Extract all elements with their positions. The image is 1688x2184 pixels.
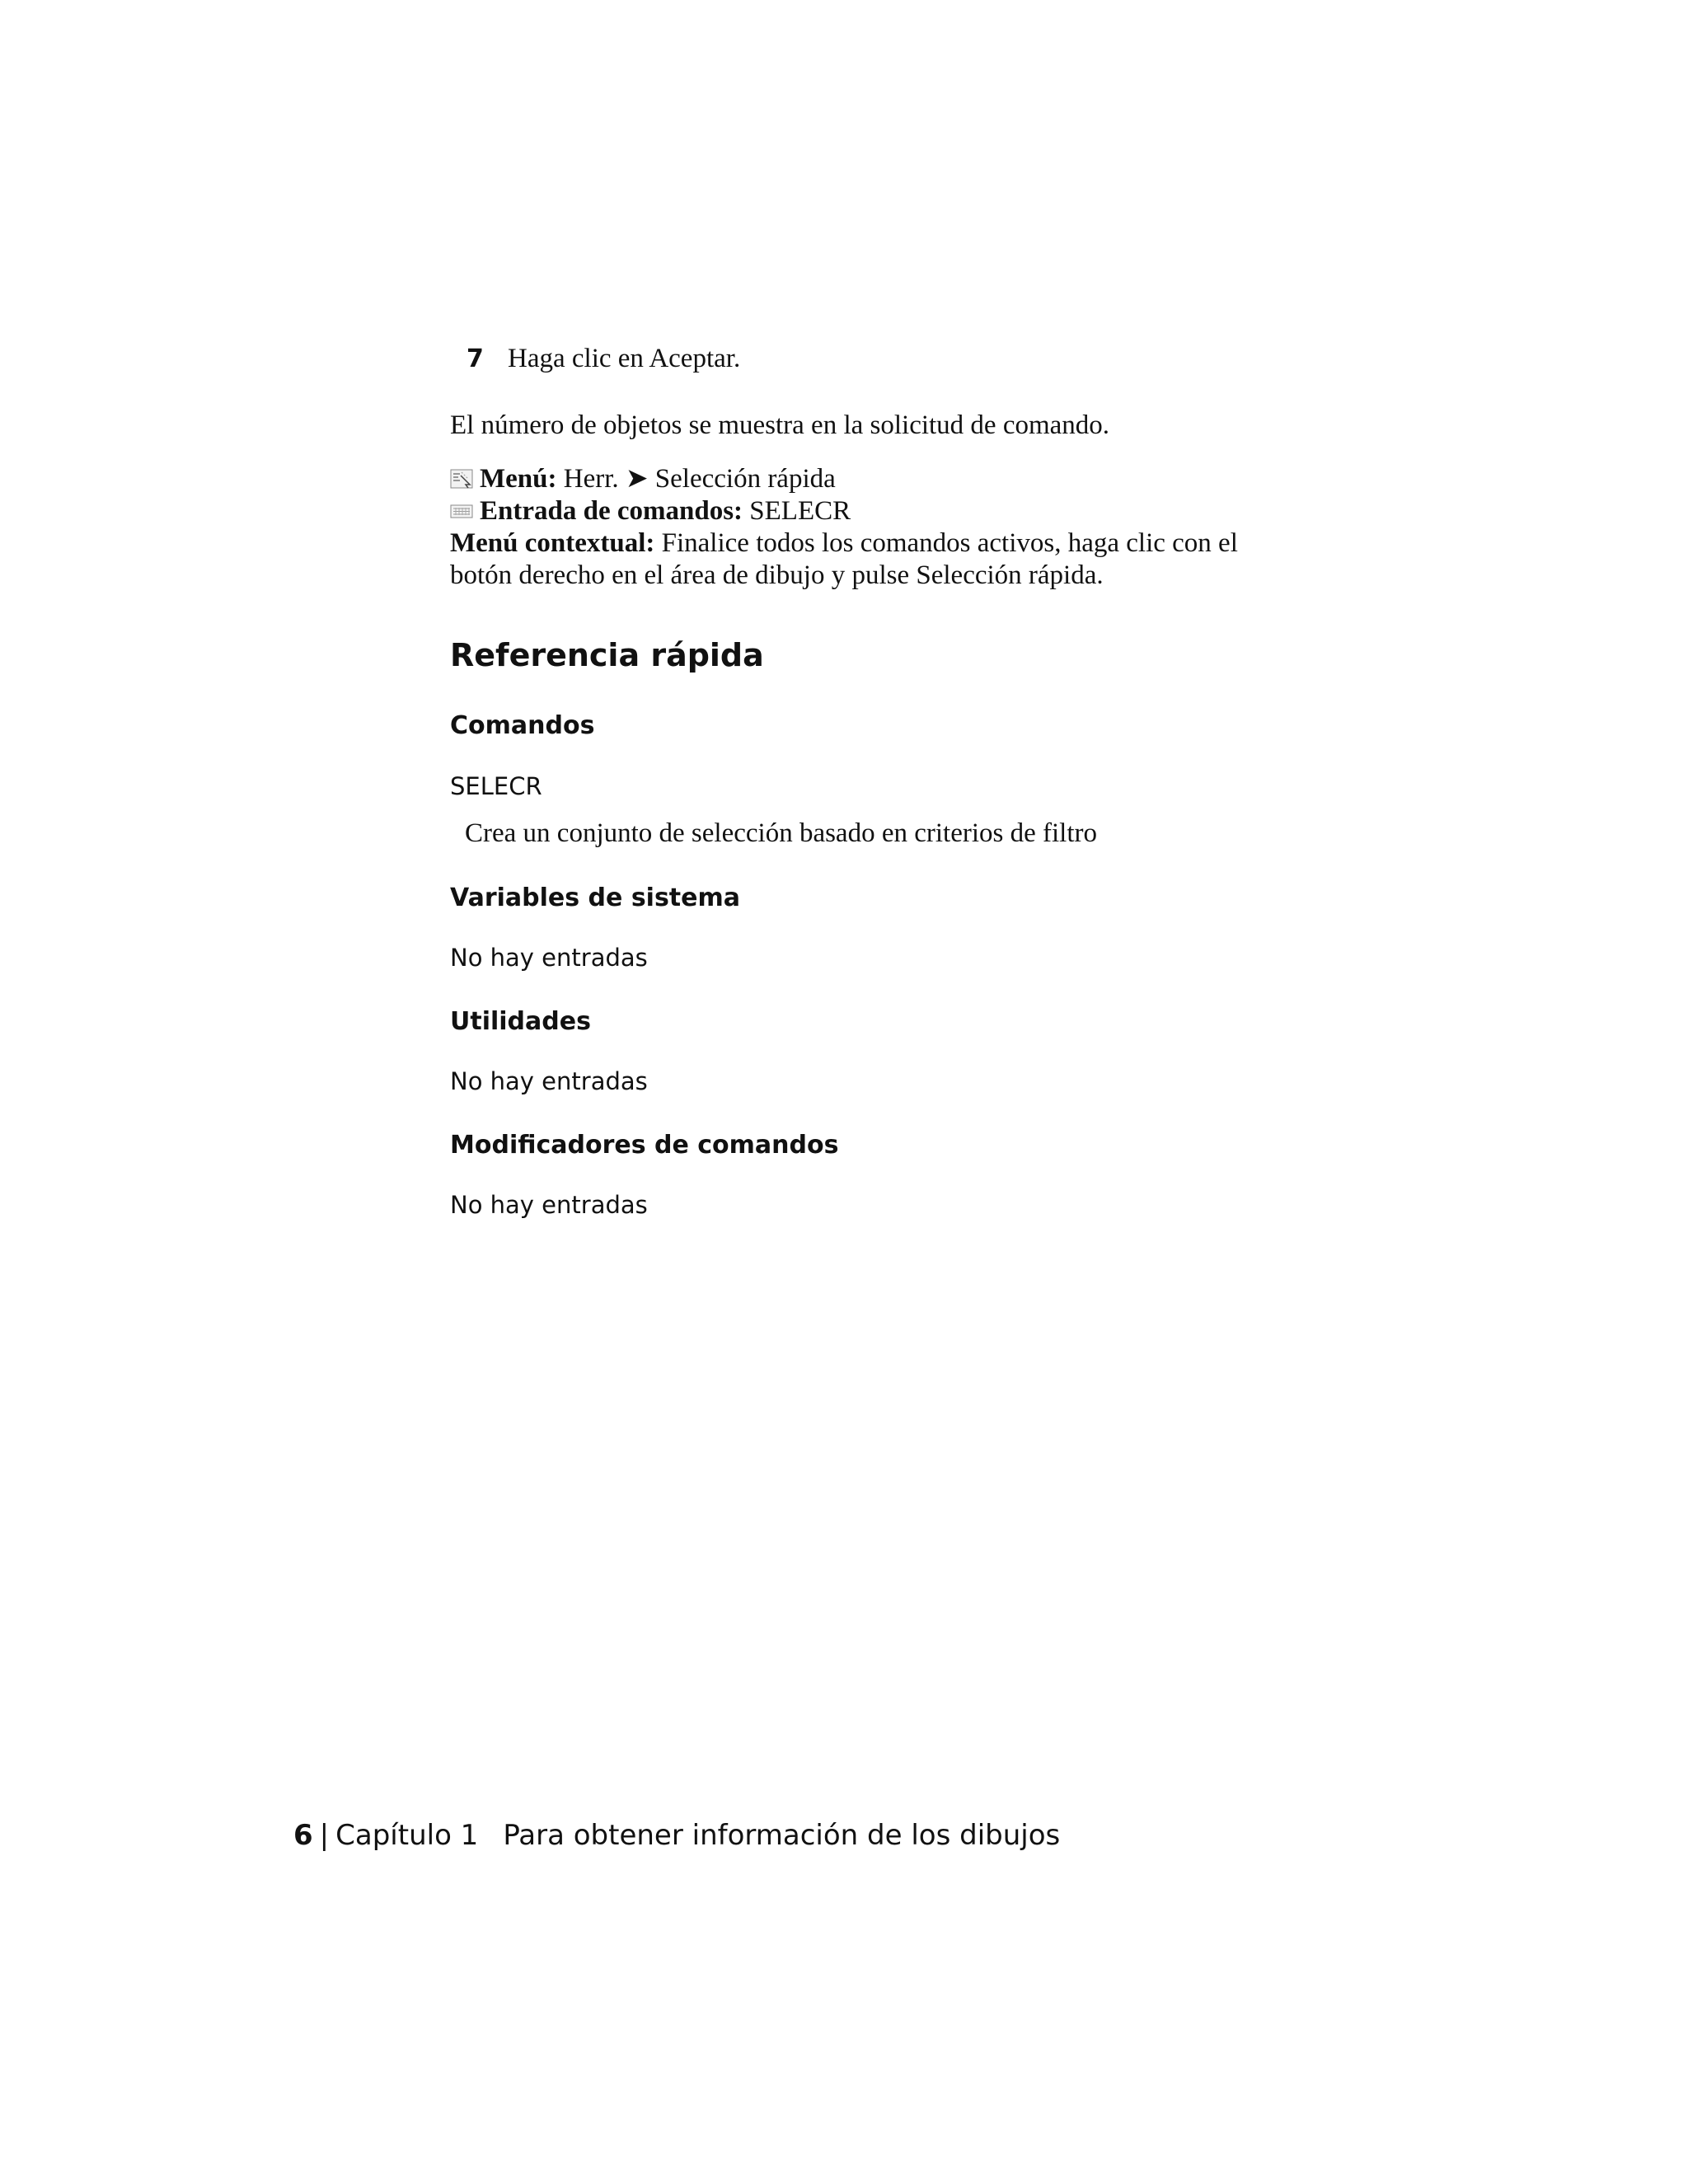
quick-select-icon xyxy=(450,465,473,485)
footer-separator: | xyxy=(319,1819,330,1852)
page-number: 6 xyxy=(293,1819,313,1852)
context-menu-row xyxy=(450,527,1357,560)
context-menu-text-line1: Finalice todos los comandos activos, haga clic con el xyxy=(661,528,1238,558)
system-variables-text: No hay entradas xyxy=(450,944,648,972)
command-modifiers-heading: Modificadores de comandos xyxy=(450,1131,839,1160)
command-description: Crea un conjunto de selección basado en criterios de filtro xyxy=(465,818,1097,848)
chapter-title: Para obtener información de los dibujos xyxy=(503,1819,1061,1852)
command-modifiers-text: No hay entradas xyxy=(450,1191,648,1219)
page-footer xyxy=(293,1818,1060,1853)
command-entry-label: Entrada de comandos: xyxy=(480,496,743,526)
keyboard-icon xyxy=(450,497,473,517)
step-text: Haga clic en Aceptar. xyxy=(508,344,741,373)
command-entry-text: SELECR xyxy=(749,496,851,526)
menu-label: Menú: xyxy=(480,464,557,494)
quick-reference-heading: Referencia rápida xyxy=(450,637,764,673)
context-menu-label: Menú contextual: xyxy=(450,528,655,558)
utilities-text: No hay entradas xyxy=(450,1067,648,1095)
menu-access-row xyxy=(450,463,1357,495)
step-item xyxy=(450,343,1357,375)
command-entry-row xyxy=(450,495,1357,527)
menu-path: Herr. ➤ Selección rápida xyxy=(563,464,836,494)
context-menu-row-2 xyxy=(450,560,1357,592)
step-number: 7 xyxy=(467,344,484,373)
chapter-label: Capítulo 1 xyxy=(335,1819,479,1852)
access-methods xyxy=(450,463,1357,592)
command-name: SELECR xyxy=(450,772,542,800)
system-variables-heading: Variables de sistema xyxy=(450,883,741,912)
intro-paragraph: El número de objetos se muestra en la solicitud de comando. xyxy=(450,410,1110,440)
commands-heading: Comandos xyxy=(450,711,595,740)
utilities-heading: Utilidades xyxy=(450,1007,591,1036)
context-menu-text-line2: botón derecho en el área de dibujo y pulse Selección rápida. xyxy=(450,560,1104,590)
